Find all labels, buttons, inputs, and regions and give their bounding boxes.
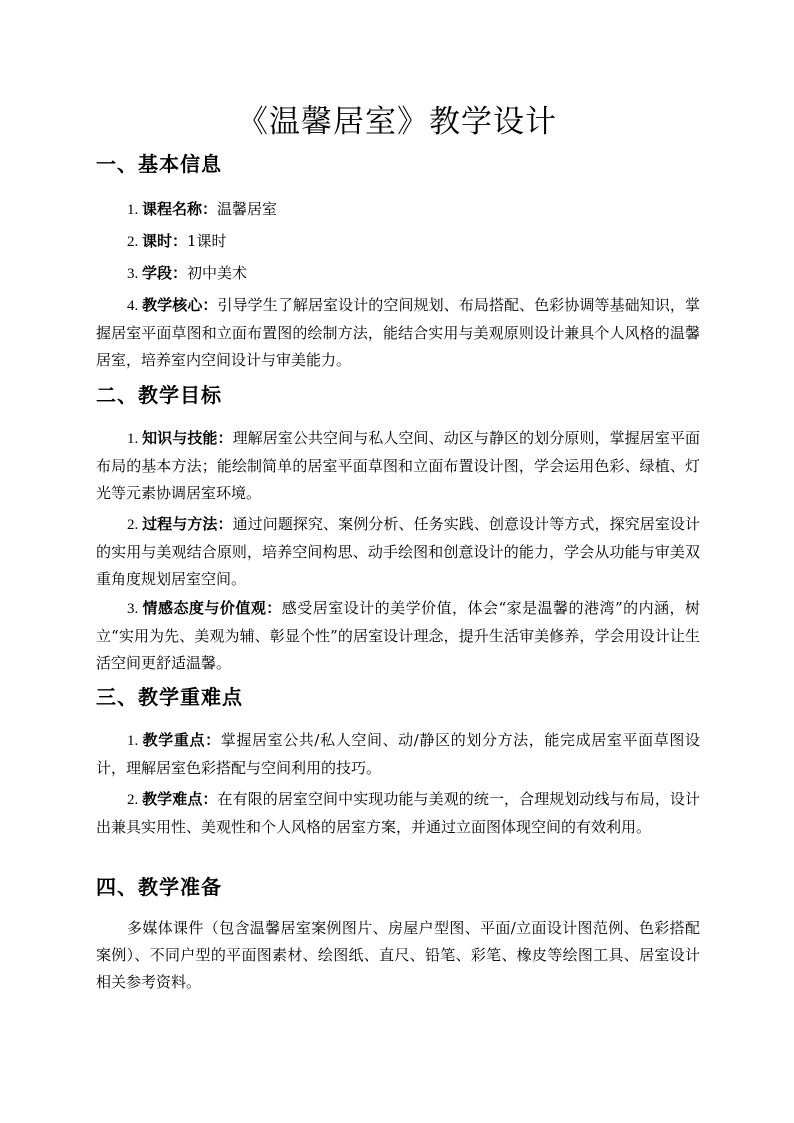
item-text: 理解居室公共空间与私人空间、动区与静区的划分原则，掌握居室平面布局的基本方法；能绘制简单的居室平面草图和立面布置设计图，学会运用色彩、绿植、灯光等元素协调居室环境。 xyxy=(96,429,700,502)
item-number: 2. xyxy=(127,517,143,533)
item-label: 教学重点： xyxy=(142,731,221,749)
item-number: 1. xyxy=(127,202,142,218)
item-text: 初中美术 xyxy=(187,264,248,282)
item-number: 2. xyxy=(127,234,142,250)
info-item-course-name xyxy=(96,196,700,224)
item-text: 引导学生了解居室设计的空间规划、布局搭配、色彩协调等基础知识，掌握居室平面草图和立面布置图的绘制方法，能结合实用与美观原则设计兼具个人风格的温馨居室，培养室内空间设计与审美能力。 xyxy=(96,296,700,369)
item-label: 知识与技能： xyxy=(142,429,233,447)
goal-item-process-methods xyxy=(96,511,700,593)
item-label: 情感态度与价值观： xyxy=(142,599,282,617)
item-text: 掌握居室公共/私人空间、动/静区的划分方法，能完成居室平面草图设计，理解居室色彩搭配与空间利用的技巧。 xyxy=(96,731,700,777)
preparation-paragraph xyxy=(96,915,700,996)
info-item-class-hours xyxy=(96,228,700,256)
item-text: 在有限的居室空间中实现功能与美观的统一，合理规划动线与布局，设计出兼具实用性、美观性和个人风格的居室方案，并通过立面图体现空间的有效利用。 xyxy=(96,790,700,836)
difficult-point-item xyxy=(96,786,700,841)
item-number: 2. xyxy=(127,792,143,808)
item-number: 1. xyxy=(127,431,143,447)
item-number: 3. xyxy=(127,601,143,617)
item-text: 温馨居室 xyxy=(217,200,278,218)
item-label: 教学核心： xyxy=(142,296,218,314)
item-number: 3. xyxy=(127,266,142,282)
section-heading-teaching-preparation: 四、教学准备 xyxy=(96,875,222,899)
section-heading-key-difficult-points: 三、教学重难点 xyxy=(96,685,243,709)
item-text: 1课时 xyxy=(187,232,227,250)
item-label: 学段： xyxy=(142,264,188,282)
goal-item-knowledge-skills xyxy=(96,425,700,507)
item-number: 1. xyxy=(127,733,143,749)
item-label: 教学难点： xyxy=(142,790,218,808)
item-text: 感受居室设计的美学价值，体会“家是温馨的港湾”的内涵，树立“实用为先、美观为辅、彰显个性”的居室设计理念，提升生活审美修养，学会用设计让生活空间更舒适温馨。 xyxy=(96,599,700,672)
item-label: 课程名称： xyxy=(142,200,218,218)
section-heading-teaching-goals: 二、教学目标 xyxy=(96,383,222,407)
key-point-item xyxy=(96,727,700,782)
item-label: 课时： xyxy=(142,232,188,250)
info-item-school-stage xyxy=(96,260,700,288)
item-number: 4. xyxy=(127,298,143,314)
info-item-teaching-core xyxy=(96,292,700,374)
item-label: 过程与方法： xyxy=(142,515,233,533)
item-text: 多媒体课件（包含温馨居室案例图片、房屋户型图、平面/立面设计图范例、色彩搭配案例）、不同户型的平面图素材、绘图纸、直尺、铅笔、彩笔、橡皮等绘图工具、居室设计相关参考资料。 xyxy=(96,919,700,991)
section-heading-basic-info: 一、基本信息 xyxy=(96,152,222,176)
document-title: 《温馨居室》教学设计 xyxy=(237,104,557,140)
item-text: 通过问题探究、案例分析、任务实践、创意设计等方式，探究居室设计的实用与美观结合原则，培养空间构思、动手绘图和创意设计的能力，学会从功能与审美双重角度规划居室空间。 xyxy=(96,515,700,588)
goal-item-emotion-values xyxy=(96,595,700,677)
